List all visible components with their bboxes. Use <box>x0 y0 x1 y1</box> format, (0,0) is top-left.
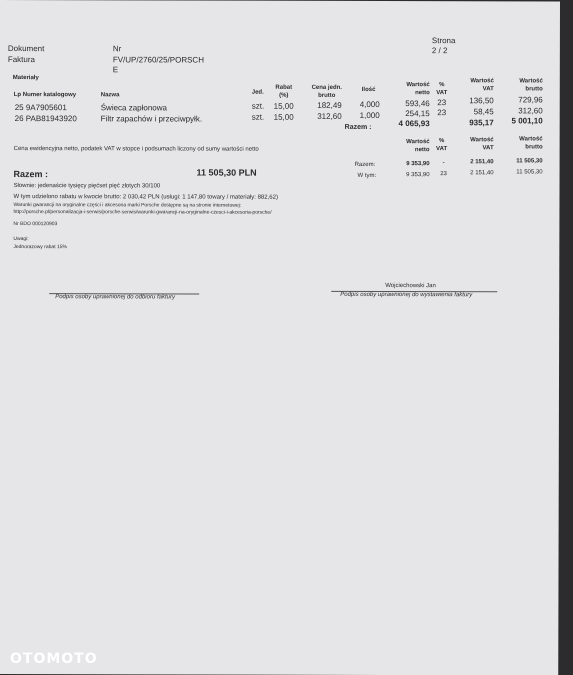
sum-col-pct-1: % <box>438 138 445 145</box>
col-unit-price-1: Cena jedn. <box>311 84 342 91</box>
bdo-number: Nr BDO 000120903 <box>13 221 58 228</box>
sum-col-net-1: Wartość <box>406 139 430 146</box>
col-lp: Lp Numer katalogowy <box>13 92 77 99</box>
page-label: Strona <box>431 36 456 46</box>
invoice-number: FV/UP/2760/25/PORSCH <box>112 55 205 65</box>
invoice-label: Faktura <box>7 55 35 65</box>
issuer-signature-caption: Podpis osoby uprawnionej do wystawienia faktury <box>340 291 473 299</box>
amount-in-words: Słownie: jedenaście tysięcy pięćset pięć złotych 30/100 <box>13 183 161 190</box>
col-net-2: netto <box>415 90 430 97</box>
remarks-label: Uwagi: <box>13 236 29 243</box>
issuer-name: Wojciechowski Jan <box>385 283 436 290</box>
col-discount-1: Rabat <box>275 84 293 91</box>
row-gross: 729,96 <box>518 95 543 105</box>
sum-row2-pct: 23 <box>440 171 447 178</box>
col-vat-1: Wartość <box>470 78 494 85</box>
row-unit-price: 312,60 <box>317 111 342 121</box>
sum-row1-vat: 2 151,40 <box>470 159 494 166</box>
discount-info: W tym udzielono rabatu w kwocie brutto: 2 030,42 PLN (usługi: 1 147,80 towary / materiały: 882,62) <box>13 194 278 201</box>
receiver-signature-caption: Podpis osoby uprawnionej do odbioru faktury <box>55 294 175 301</box>
grand-total-value: 11 505,30 PLN <box>196 167 257 178</box>
row-net: 593,46 <box>405 99 430 109</box>
sum-row1-label: Razem: <box>354 161 376 168</box>
col-vat-2: VAT <box>482 86 494 93</box>
row-vat: 136,50 <box>469 96 494 106</box>
col-quantity: Ilość <box>361 86 376 93</box>
row-lp: 25 9A7905601 <box>14 103 67 113</box>
otomoto-logo: OTOMOTO <box>10 651 98 667</box>
col-unit-price-2: brutto <box>318 92 336 99</box>
number-label: Nr <box>112 44 122 54</box>
row-net: 254,15 <box>405 109 430 119</box>
col-unit: Jed. <box>251 89 264 96</box>
col-gross-2: brutto <box>525 86 543 93</box>
document-label: Dokument <box>7 44 45 54</box>
sum-col-vat-2: VAT <box>482 145 494 152</box>
row-name: Świeca zapłonowa <box>100 103 167 113</box>
col-gross-1: Wartość <box>519 78 543 85</box>
row-lp: 26 PAB81943920 <box>14 114 77 124</box>
sum-col-net-2: netto <box>414 147 430 154</box>
col-name: Nazwa <box>100 92 120 99</box>
sum-row1-pct: - <box>442 160 445 167</box>
row-quantity: 1,000 <box>359 110 380 120</box>
sum-col-gross-2: brutto <box>525 144 543 151</box>
col-vat-pct-2: VAT <box>436 90 448 97</box>
row-unit-price: 182,49 <box>317 100 342 110</box>
warranty-info: Warunki gwarancji na oryginalne części i akcesoria marki Porsche dostępne są na stronie internetowej: <box>13 202 242 209</box>
page-number: 2 / 2 <box>431 46 448 56</box>
pricing-note: Cena ewidencyjna netto, podatek VAT w stopce i podsumach liczony od sumy wartości netto <box>13 146 259 153</box>
row-discount: 15,00 <box>273 112 294 122</box>
row-quantity: 4,000 <box>359 99 380 109</box>
invoice-number-suffix: E <box>112 65 119 75</box>
row-vat-pct: 23 <box>437 98 447 108</box>
row-vat-pct: 23 <box>437 108 447 118</box>
sum-col-gross-1: Wartość <box>519 136 543 143</box>
materials-total-label: Razem : <box>344 123 372 131</box>
sum-row2-vat: 2 151,40 <box>470 170 494 177</box>
row-vat: 58,45 <box>473 107 494 117</box>
row-name: Filtr zapachów i przeciwpyłk. <box>100 114 203 124</box>
col-vat-pct-1: % <box>439 82 445 89</box>
materials-total-gross: 5 001,10 <box>511 116 543 126</box>
col-discount-2: (%) <box>279 92 289 99</box>
sum-col-vat-1: Wartość <box>470 137 494 144</box>
sum-row2-net: 9 353,90 <box>406 172 430 179</box>
col-net-1: Wartość <box>406 82 430 89</box>
sum-row2-gross: 11 505,30 <box>516 169 543 176</box>
row-discount: 15,00 <box>273 101 294 111</box>
row-gross: 312,60 <box>518 106 543 116</box>
row-unit: szt. <box>251 112 265 122</box>
materials-total-vat: 935,17 <box>469 118 494 128</box>
sum-row2-label: W tym: <box>357 172 377 179</box>
materials-total-net: 4 065,93 <box>398 119 430 129</box>
materials-section-label: Materiały <box>12 75 39 82</box>
sum-row1-net: 9 353,90 <box>406 161 430 168</box>
grand-total-label: Razem : <box>13 169 49 180</box>
sum-col-pct-2: VAT <box>436 146 448 153</box>
warranty-link: http://porsche.pl/personalizacja-i-serwis/porsche-serwis/warunki-gwarancji-na-oryginalne-czesci-i-akcesoria-porsche/ <box>13 209 272 216</box>
remarks-value: Jednorazowy rabat 15% <box>13 244 68 251</box>
sum-row1-gross: 11 505,30 <box>516 158 543 165</box>
row-unit: szt. <box>251 101 265 111</box>
